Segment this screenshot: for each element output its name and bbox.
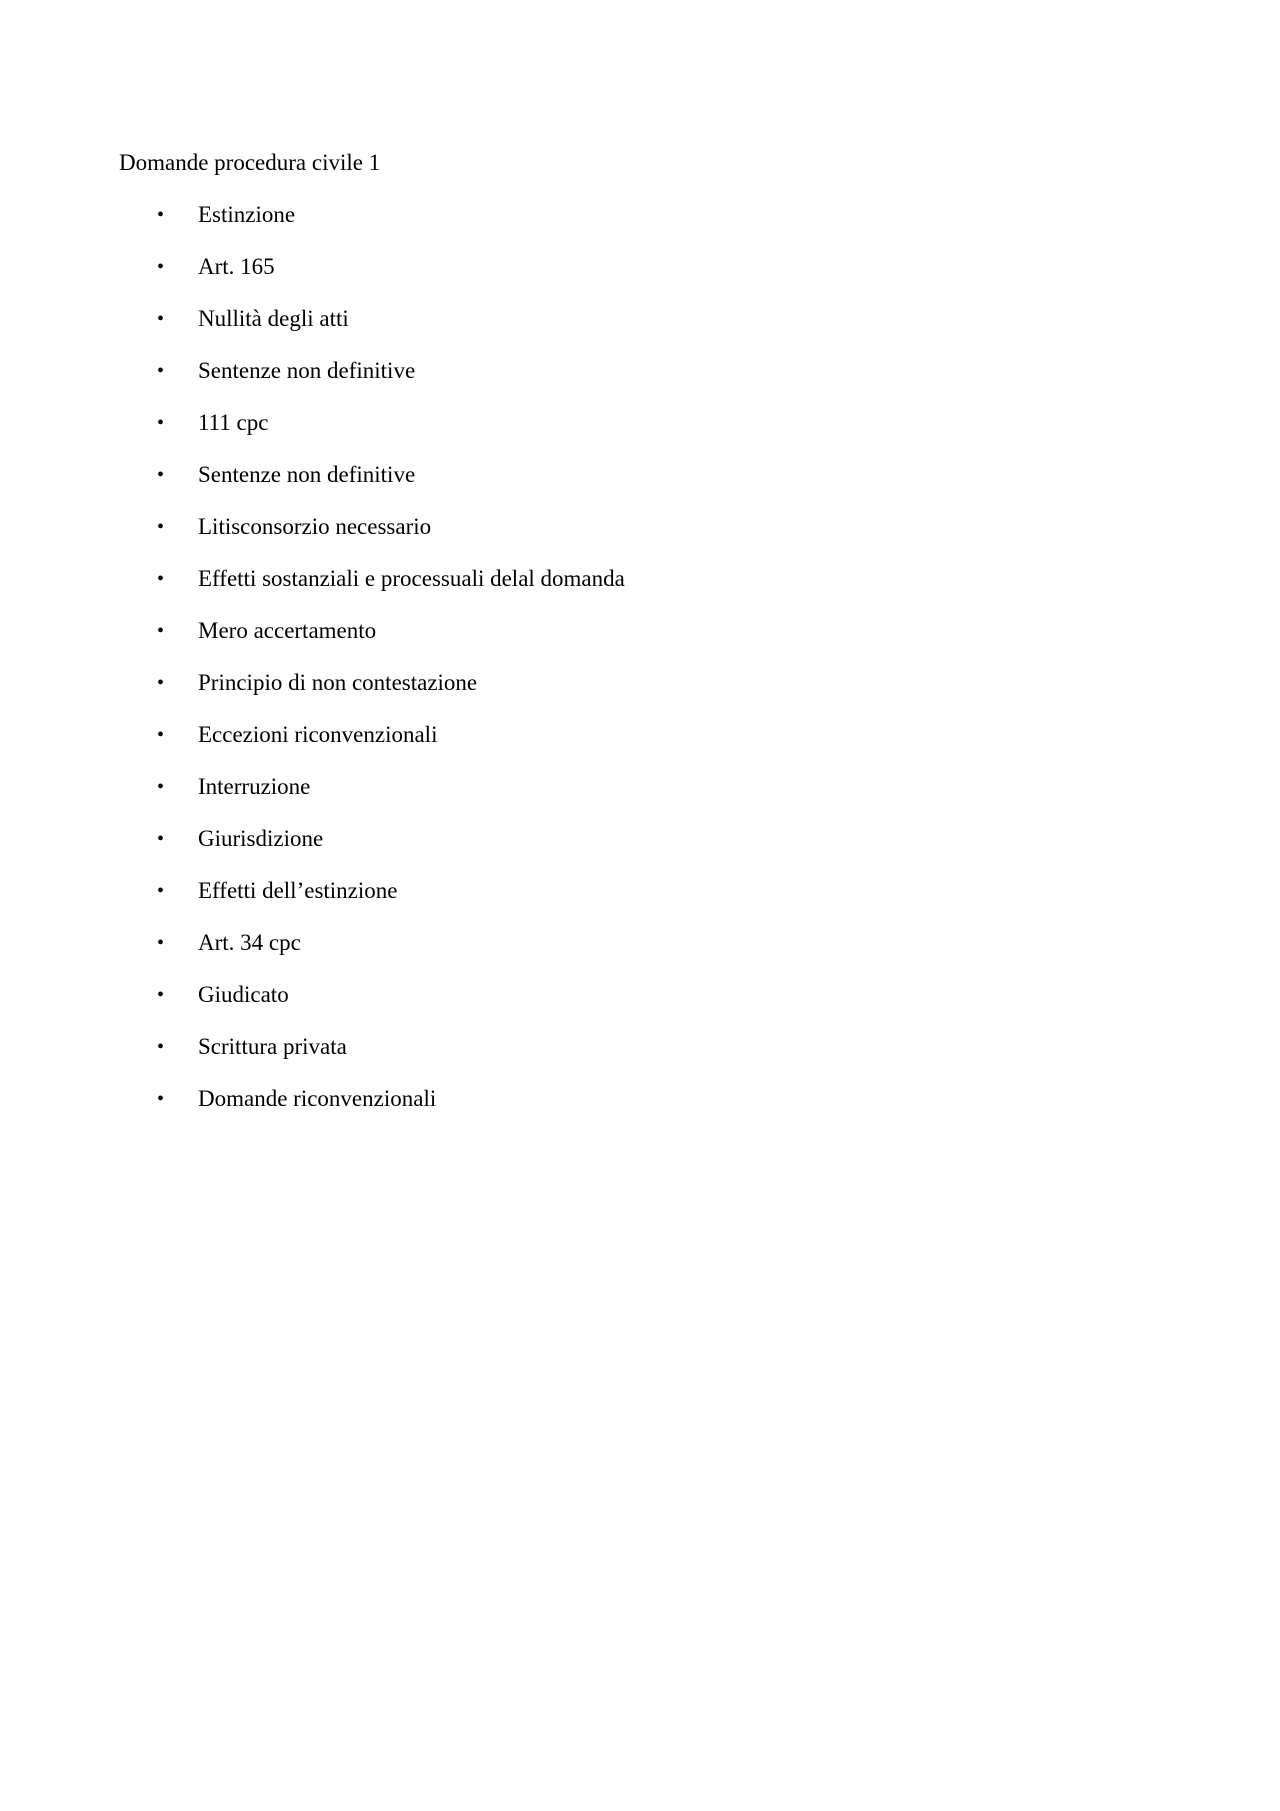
list-item-text: Mero accertamento: [198, 618, 377, 643]
list-item: [0, 408, 1280, 460]
bullet-icon: •: [157, 984, 165, 1006]
bullet-icon: •: [157, 412, 165, 434]
bullet-icon: •: [157, 516, 165, 538]
list-item: [0, 252, 1280, 304]
list-item-text: Effetti dell’estinzione: [198, 878, 398, 903]
list-item-text: Giurisdizione: [198, 826, 324, 851]
bullet-icon: •: [157, 360, 165, 382]
bullet-icon: •: [157, 672, 165, 694]
list-item: [0, 1084, 1280, 1136]
list-item-text: Principio di non contestazione: [198, 670, 478, 695]
bullet-icon: •: [157, 932, 165, 954]
bullet-icon: •: [157, 1088, 165, 1110]
list-item: [0, 356, 1280, 408]
bullet-icon: •: [157, 256, 165, 278]
topic-list: [0, 200, 1280, 1136]
list-item-text: Nullità degli atti: [198, 306, 349, 331]
list-item-text: Litisconsorzio necessario: [198, 514, 432, 539]
list-item-text: Art. 165: [198, 254, 275, 279]
bullet-icon: •: [157, 776, 165, 798]
list-item: [0, 876, 1280, 928]
bullet-icon: •: [157, 620, 165, 642]
list-item-text: Eccezioni riconvenzionali: [198, 722, 438, 747]
list-item-text: Sentenze non definitive: [198, 358, 416, 383]
list-item: [0, 512, 1280, 564]
list-item-text: Estinzione: [198, 202, 296, 227]
list-item: [0, 564, 1280, 616]
bullet-icon: •: [157, 568, 165, 590]
document-title: Domande procedura civile 1: [119, 150, 381, 175]
list-item-text: Giudicato: [198, 982, 289, 1007]
bullet-icon: •: [157, 204, 165, 226]
list-item: [0, 824, 1280, 876]
bullet-icon: •: [157, 1036, 165, 1058]
list-item: [0, 720, 1280, 772]
list-item-text: 111 cpc: [198, 410, 269, 435]
list-item-text: Effetti sostanziali e processuali delal domanda: [198, 566, 625, 591]
bullet-icon: •: [157, 880, 165, 902]
list-item: [0, 460, 1280, 512]
list-item-text: Sentenze non definitive: [198, 462, 416, 487]
list-item: [0, 928, 1280, 980]
list-item-text: Scrittura privata: [198, 1034, 347, 1059]
list-item: [0, 200, 1280, 252]
bullet-icon: •: [157, 308, 165, 330]
list-item: [0, 304, 1280, 356]
list-item-text: Art. 34 cpc: [198, 930, 301, 955]
list-item-text: Interruzione: [198, 774, 311, 799]
list-item-text: Domande riconvenzionali: [198, 1086, 437, 1111]
list-item: [0, 772, 1280, 824]
list-item: [0, 616, 1280, 668]
bullet-icon: •: [157, 828, 165, 850]
list-item: [0, 980, 1280, 1032]
list-item: [0, 1032, 1280, 1084]
list-item: [0, 668, 1280, 720]
bullet-icon: •: [157, 464, 165, 486]
bullet-icon: •: [157, 724, 165, 746]
